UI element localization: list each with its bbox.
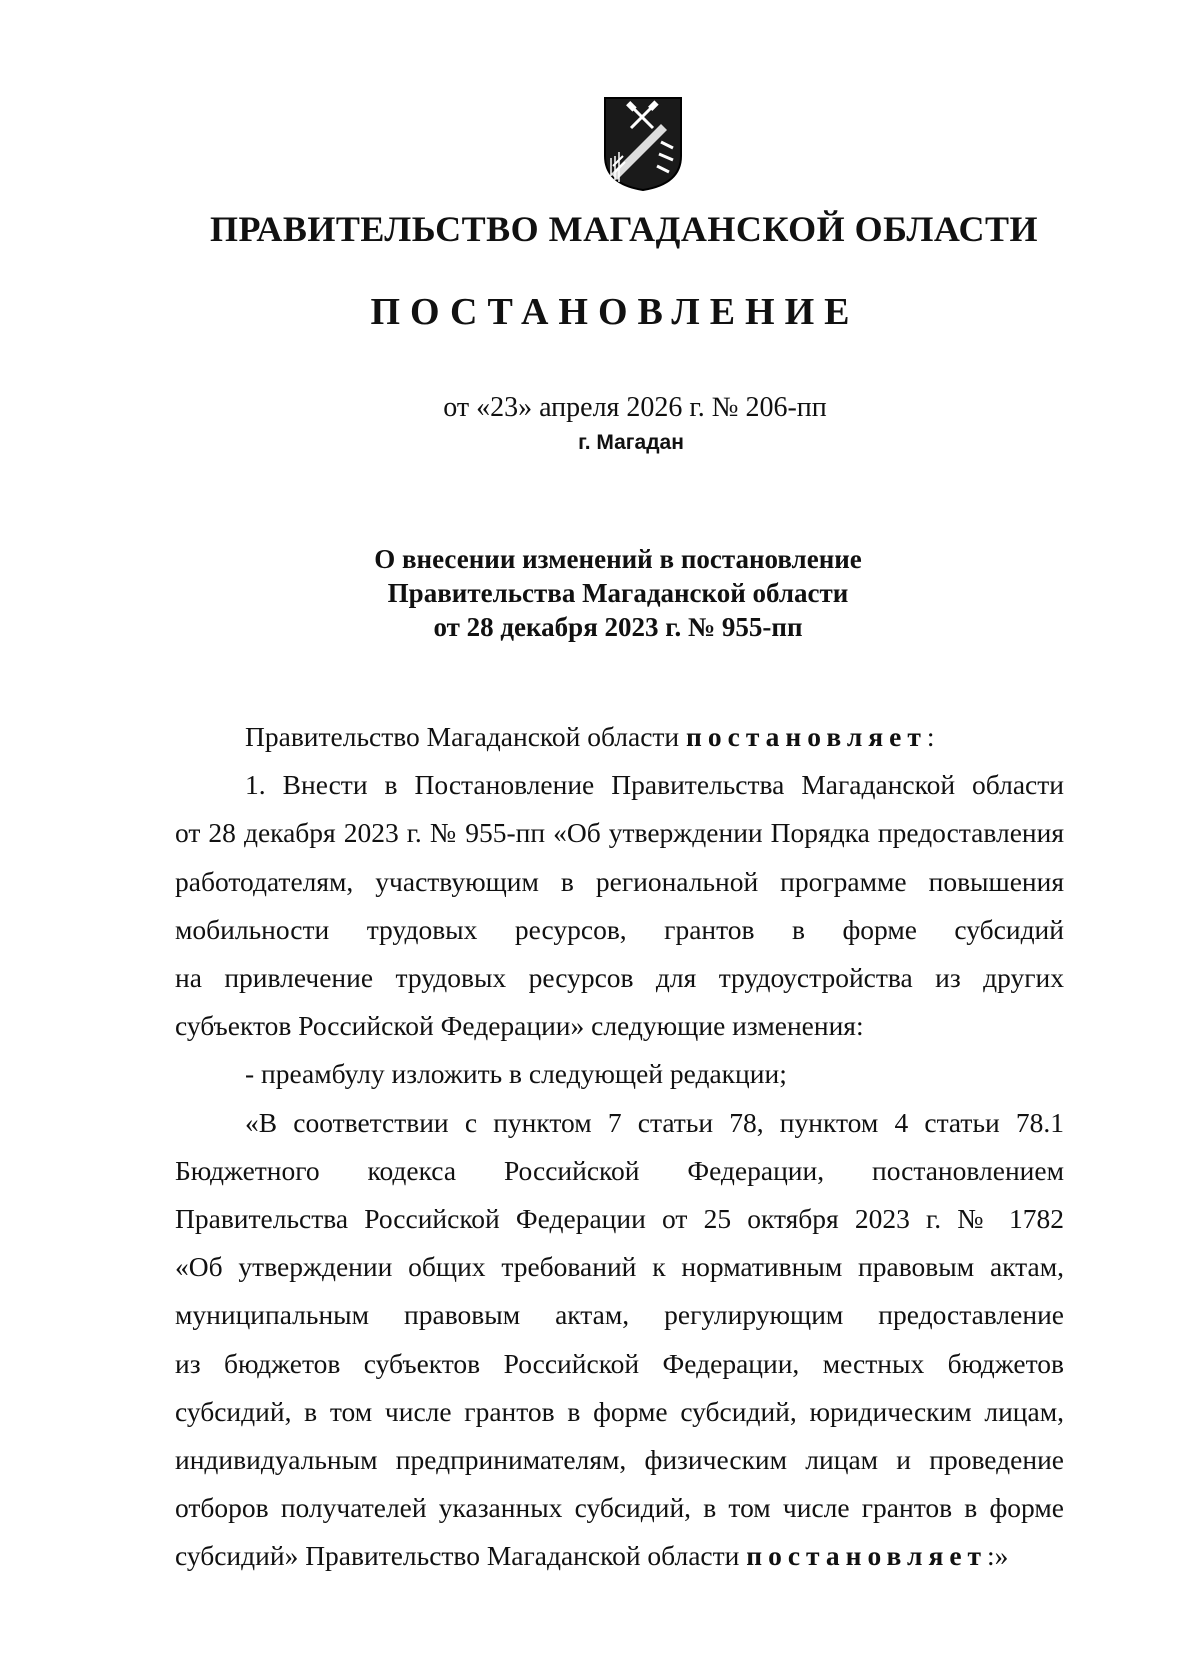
paragraph-line: работодателям, участвующим в региональной программе повышения [175, 865, 1064, 897]
preamble-paragraph [175, 1099, 1064, 1581]
document-date-number: от «23» апреля 2026 г. № 206-пп [443, 392, 827, 423]
paragraph-line: 1. Внести в Постановление Правительства Магаданской области [245, 769, 1064, 801]
preamble-instruction: - преамбулу изложить в следующей редакции; [245, 1058, 787, 1090]
document-type-heading: ПОСТАНОВЛЕНИЕ [370, 291, 860, 333]
paragraph-line: мобильности трудовых ресурсов, грантов в форме субсидий [175, 913, 1064, 945]
subject-line: от 28 декабря 2023 г. № 955-пп [433, 612, 803, 642]
document-body [175, 713, 1064, 1581]
decree-word: постановляет [746, 1540, 988, 1572]
paragraph-line: Правительства Российской Федерации от 25 октября 2023 г. № 1782 [175, 1203, 1064, 1235]
item-1-paragraph [175, 761, 1064, 1050]
paragraph-line: отборов получателей указанных субсидий, в том числе грантов в форме [175, 1492, 1064, 1524]
paragraph-line: индивидуальным предпринимателям, физическим лицам и проведение [175, 1444, 1064, 1476]
paragraph-line: от 28 декабря 2023 г. № 955-пп «Об утверждении Порядка предоставления [175, 817, 1064, 849]
paragraph-line: на привлечение трудовых ресурсов для трудоустройства из других [175, 962, 1064, 994]
paragraph-line: из бюджетов субъектов Российской Федерации, местных бюджетов [175, 1347, 1064, 1379]
paragraph-line: субъектов Российской Федерации» следующие изменения: [175, 1010, 864, 1042]
paragraph-line [175, 1532, 1064, 1580]
intro-paragraph [175, 713, 1064, 761]
paragraph-line: «В соответствии с пунктом 7 статьи 78, пунктом 4 статьи 78.1 [245, 1106, 1064, 1138]
decree-word: постановляет [686, 721, 927, 752]
document-city: г. Магадан [578, 431, 684, 454]
preamble-last-suffix: :» [987, 1540, 1009, 1572]
document-subject [0, 542, 1200, 644]
paragraph-line: «Об утверждении общих требований к нормативным правовым актам, [175, 1251, 1064, 1283]
subject-line: Правительства Магаданской области [387, 578, 849, 608]
magadan-coat-of-arms-icon [603, 96, 683, 192]
intro-prefix: Правительство Магаданской области [245, 721, 680, 752]
intro-suffix: : [926, 721, 935, 752]
paragraph-line: муниципальным правовым актам, регулирующим предоставление [175, 1299, 1064, 1331]
subject-line: О внесении изменений в постановление [374, 544, 862, 574]
government-title: ПРАВИТЕЛЬСТВО МАГАДАНСКОЙ ОБЛАСТИ [209, 209, 1039, 249]
paragraph-line: Бюджетного кодекса Российской Федерации, постановлением [175, 1154, 1064, 1186]
preamble-last-prefix: субсидий» Правительство Магаданской области [175, 1540, 740, 1572]
paragraph-line: субсидий, в том числе грантов в форме субсидий, юридическим лицам, [175, 1395, 1064, 1427]
